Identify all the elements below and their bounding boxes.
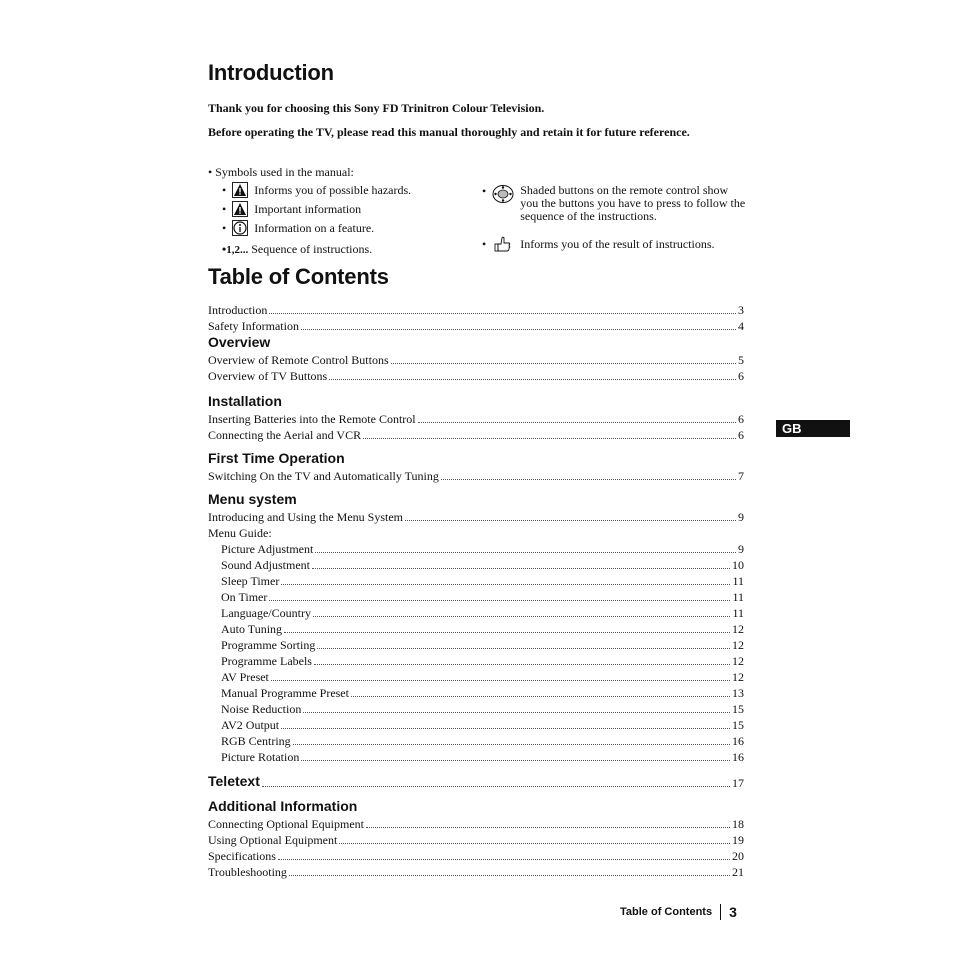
toc-section-additional: [208, 797, 744, 879]
intro-thanks: Thank you for choosing this Sony FD Trinitron Colour Television.: [208, 101, 545, 115]
toc-entry-introduction[interactable]: Introduction 3: [208, 303, 744, 317]
symbol-sequence: •1,2... Sequence of instructions.: [222, 242, 373, 256]
toc-section-overview: [208, 333, 744, 383]
toc-entry[interactable]: Picture Rotation 16: [221, 750, 744, 764]
toc-entry-teletext[interactable]: Teletext 17: [208, 773, 744, 790]
toc-title: Table of Contents: [208, 264, 389, 289]
toc-entry[interactable]: Inserting Batteries into the Remote Control 6: [208, 412, 744, 426]
toc-entry[interactable]: Connecting the Aerial and VCR 6: [208, 428, 744, 442]
toc-entry[interactable]: Sleep Timer 11: [221, 574, 744, 588]
toc-entry[interactable]: Programme Sorting 12: [221, 638, 744, 652]
toc-entry[interactable]: Connecting Optional Equipment 18: [208, 817, 744, 831]
footer-title: Table of Contents: [620, 906, 713, 918]
symbol-important: • Important information: [222, 201, 362, 216]
section-heading: Installation: [208, 393, 282, 409]
toc-entry[interactable]: AV Preset 12: [221, 670, 744, 684]
symbols-heading: • Symbols used in the manual:: [208, 165, 354, 179]
toc-entry[interactable]: Manual Programme Preset 13: [221, 686, 744, 700]
page-footer: [620, 904, 737, 920]
language-tab-gb: GB: [776, 420, 850, 437]
footer-divider: [720, 904, 721, 920]
symbol-hazard: • Informs you of possible hazards.: [222, 182, 412, 197]
toc-section-installation: [208, 392, 744, 442]
toc-entry[interactable]: Overview of Remote Control Buttons 5: [208, 353, 744, 367]
symbol-result: • Informs you of the result of instructions.: [482, 237, 715, 251]
menu-guide-label: Menu Guide:: [208, 526, 272, 540]
toc-entry[interactable]: AV2 Output 15: [221, 718, 744, 732]
toc-section-teletext: [208, 772, 744, 790]
toc-entry[interactable]: On Timer 11: [221, 590, 744, 604]
toc-entry[interactable]: Troubleshooting 21: [208, 865, 744, 879]
toc-top-entries: [208, 301, 744, 333]
toc-section-menu: [208, 490, 744, 764]
toc-entry[interactable]: Overview of TV Buttons 6: [208, 369, 744, 383]
symbol-remote: • Shaded buttons on the remote control show you the buttons you have to press to follow the sequence of the instructions.: [482, 183, 746, 223]
page-number: 3: [729, 904, 737, 920]
intro-before: Before operating the TV, please read this manual thoroughly and retain it for future reference.: [208, 125, 690, 139]
symbol-info: • Information on a feature.: [222, 220, 375, 235]
toc-section-first-time: [208, 449, 744, 483]
section-heading: Overview: [208, 334, 271, 350]
toc-entry[interactable]: Introducing and Using the Menu System 9: [208, 510, 744, 524]
toc-entry[interactable]: Sound Adjustment 10: [221, 558, 744, 572]
warning-triangle-icon: [232, 182, 248, 198]
info-circle-icon: [232, 220, 248, 236]
toc-entry[interactable]: Picture Adjustment 9: [221, 542, 744, 556]
toc-entry[interactable]: Noise Reduction 15: [221, 702, 744, 716]
toc-entry[interactable]: Auto Tuning 12: [221, 622, 744, 636]
toc-entry-safety[interactable]: Safety Information 4: [208, 319, 744, 333]
toc-entry[interactable]: RGB Centring 16: [221, 734, 744, 748]
section-heading: Menu system: [208, 491, 297, 507]
remote-buttons-icon: [492, 184, 514, 204]
intro-title: Introduction: [208, 60, 334, 85]
toc-entry[interactable]: Switching On the TV and Automatically Tuning 7: [208, 469, 744, 483]
toc-entry[interactable]: Programme Labels 12: [221, 654, 744, 668]
toc-entry[interactable]: Language/Country 11: [221, 606, 744, 620]
hand-pointer-icon: [492, 236, 514, 252]
toc-entry[interactable]: Using Optional Equipment 19: [208, 833, 744, 847]
toc-entry[interactable]: Specifications 20: [208, 849, 744, 863]
exclamation-triangle-icon: [232, 201, 248, 217]
section-heading: First Time Operation: [208, 450, 345, 466]
section-heading: Additional Information: [208, 798, 358, 814]
